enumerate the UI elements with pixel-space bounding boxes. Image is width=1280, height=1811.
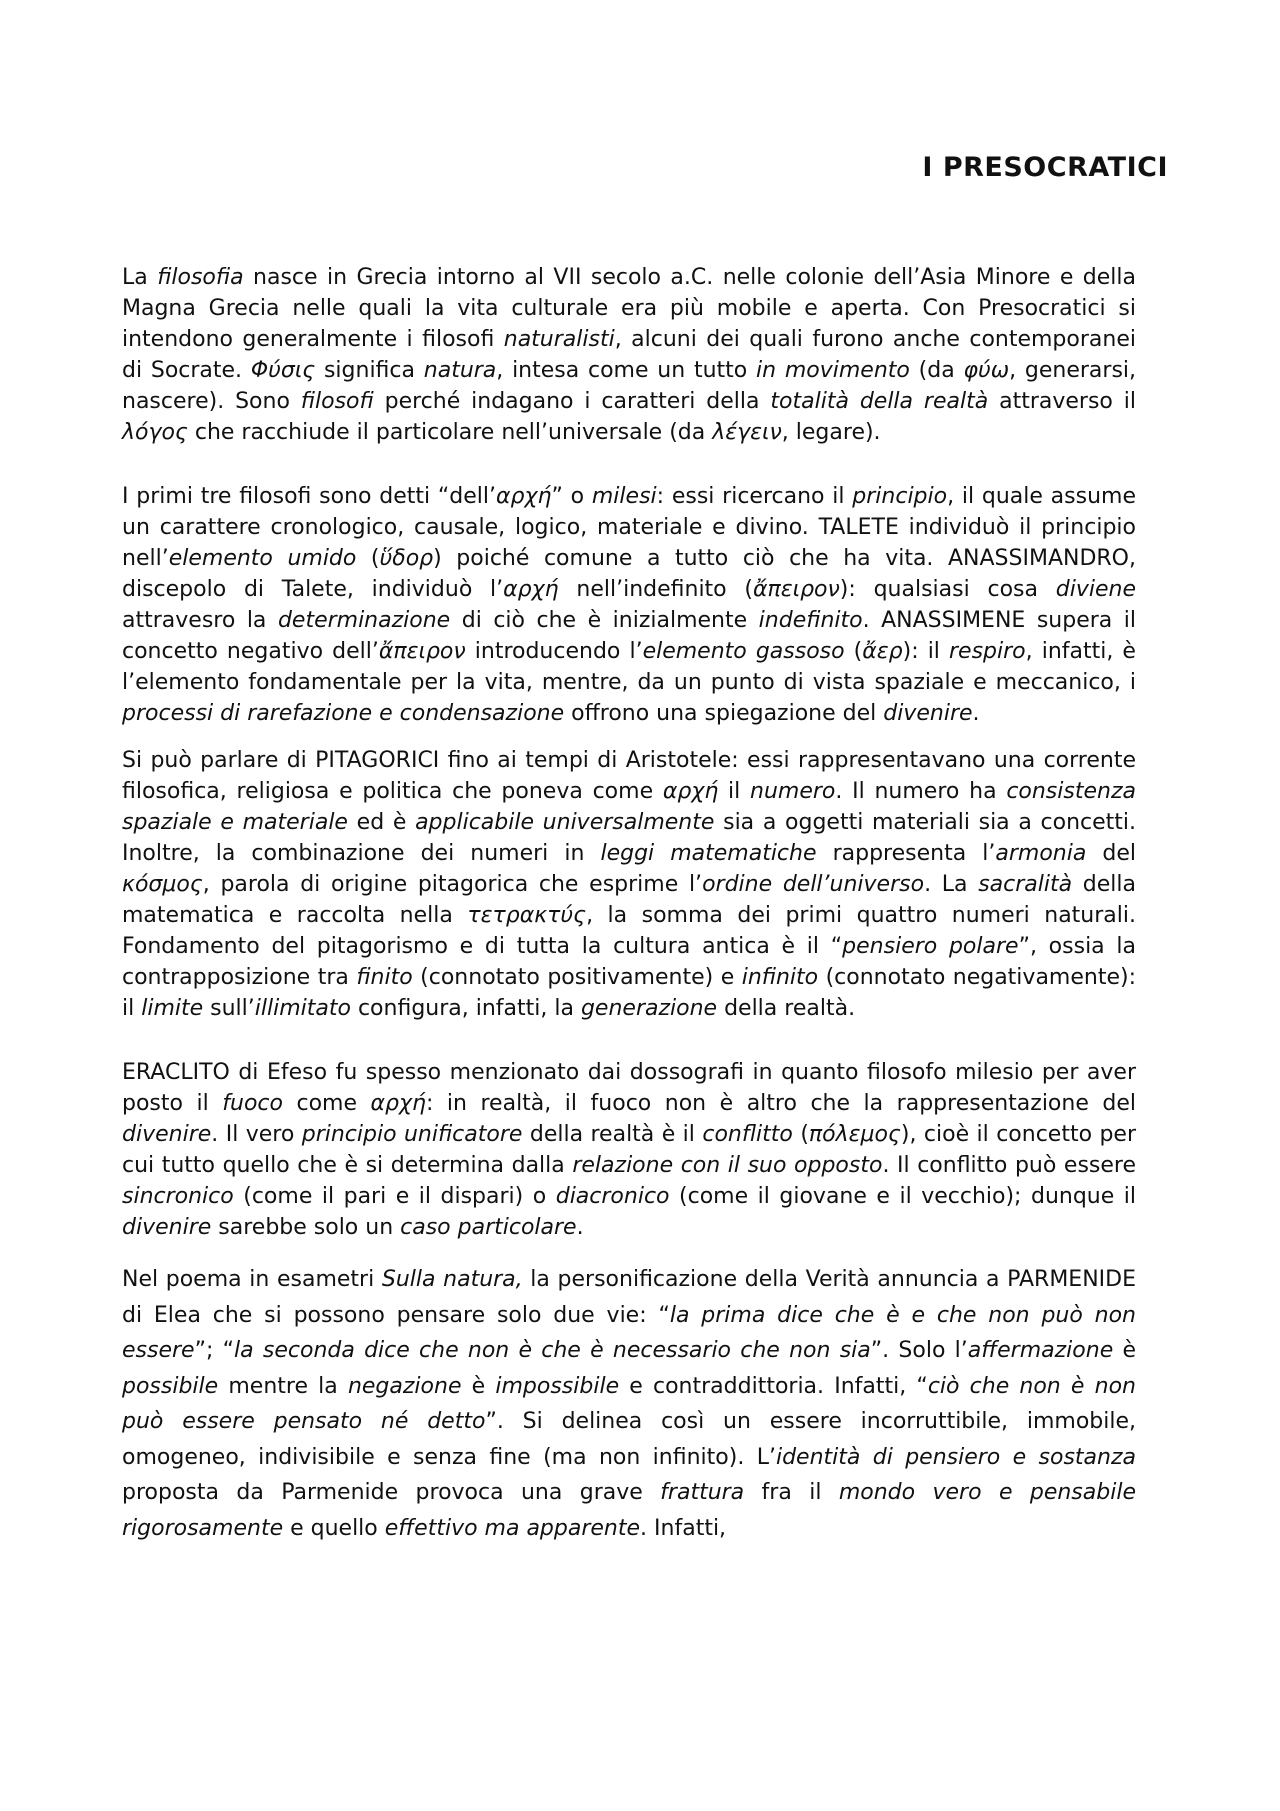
paragraph-text: ): qualsiasi cosa: [839, 577, 1056, 602]
paragraph-text: , legare).: [781, 420, 881, 445]
emphasis-text: frattura: [660, 1480, 745, 1505]
emphasis-text: identità di pensiero e sostanza: [775, 1444, 1137, 1470]
emphasis-text: numero: [750, 779, 836, 804]
paragraph-text: ”; “: [194, 1338, 235, 1363]
emphasis-text: milesi: [591, 484, 657, 509]
emphasis-text: divenire: [883, 701, 973, 726]
paragraph-text: . La: [924, 872, 979, 897]
paragraph-text: ”. Solo l’: [870, 1338, 968, 1363]
emphasis-text: negazione: [347, 1373, 462, 1399]
emphasis-text: τετρακτύς: [467, 903, 587, 928]
paragraph-text: attravesro la: [122, 608, 278, 633]
emphasis-text: relazione con il suo opposto: [572, 1153, 883, 1178]
paragraph-text: rappresenta l’: [816, 841, 996, 866]
paragraph-text: e contraddittoria. Infatti, “: [619, 1373, 928, 1399]
paragraph-text: ), cioè il concetto per cui tutto quello che è si determina dalla: [122, 1122, 1137, 1178]
emphasis-text: indefinito: [758, 608, 863, 633]
paragraph-text: attraverso il: [988, 389, 1136, 414]
paragraph-text: . Il vero: [211, 1122, 302, 1147]
paragraph-text: , generarsi, nascere). Sono: [122, 358, 1137, 414]
paragraph-text: (da: [909, 358, 964, 383]
paragraph-text: proposta da Parmenide provoca una grave: [122, 1480, 661, 1505]
paragraph-text: . Il conflitto può essere: [882, 1153, 1136, 1178]
paragraph-text: Si può parlare di PITAGORICI fino ai tempi di Aristotele: essi rappresentavano una corrente filosofica, religiosa e politica che poneva come: [122, 748, 1136, 804]
paragraph-text: ”. Si delinea così un essere incorruttibile, immobile, omogeneo, indivisibile e senza fine (ma non infinito). L’: [122, 1409, 1137, 1470]
emphasis-text: elemento gassoso: [642, 639, 845, 664]
paragraph-text: sull’: [203, 996, 255, 1021]
emphasis-text: Sulla natura,: [381, 1267, 523, 1292]
emphasis-text: determinazione: [277, 608, 451, 633]
paragraph-text: perché indagano i caratteri della: [373, 389, 771, 414]
emphasis-text: pensiero polare: [842, 934, 1019, 959]
emphasis-text: principio: [852, 484, 948, 509]
paragraph-text: Nel poema in esametri: [122, 1267, 382, 1292]
emphasis-text: respiro: [949, 639, 1026, 664]
emphasis-text: infinito: [741, 965, 819, 990]
emphasis-text: armonia: [995, 841, 1087, 866]
paragraph-text: ed è: [347, 810, 416, 835]
paragraph-pythagoreans: [122, 745, 1136, 1024]
paragraph-text: della realtà.: [717, 996, 856, 1021]
emphasis-text: la prima dice che è e che non può non essere: [122, 1302, 1136, 1363]
emphasis-text: λόγος: [122, 420, 188, 445]
paragraph-text: . Infatti,: [640, 1515, 727, 1541]
emphasis-text: principio unificatore: [301, 1122, 523, 1147]
paragraph-text: : essi ricercano il: [656, 484, 853, 509]
emphasis-text: finito: [356, 965, 413, 990]
document-body: [122, 262, 1136, 1546]
paragraph-text: (: [356, 546, 380, 571]
paragraph-text: .: [972, 701, 980, 726]
emphasis-text: impossibile: [495, 1373, 620, 1399]
emphasis-text: totalità della realtà: [770, 389, 989, 414]
emphasis-text: ὕδορ: [379, 546, 434, 571]
emphasis-text: κόσμος: [122, 872, 203, 897]
emphasis-text: applicabile universalmente: [415, 810, 715, 835]
emphasis-text: fuoco: [222, 1091, 283, 1116]
paragraph-text: , alcuni dei quali furono anche contemporanei di Socrate.: [122, 327, 1136, 383]
paragraph-text: . ANASSIMENE supera il concetto negativo dell’: [122, 608, 1137, 664]
paragraph-text: , il quale assume un carattere cronologico, causale, logico, materiale e divino. TALETE individuò il principio nell’: [122, 484, 1136, 571]
paragraph-text: ) poiché comune a tutto ciò che ha vita. ANASSIMANDRO, discepolo di Talete, individuò l’: [122, 546, 1136, 602]
paragraph-text: .: [576, 1215, 584, 1240]
emphasis-text: naturalisti: [503, 327, 615, 352]
paragraph-text: il: [718, 779, 751, 804]
paragraph-text: , parola di origine pitagorica che esprime l’: [202, 872, 703, 897]
emphasis-text: possibile: [122, 1373, 219, 1399]
paragraph-milesians: [122, 481, 1136, 729]
paragraph-text: sarebbe solo un: [211, 1215, 401, 1240]
emphasis-text: leggi matematiche: [600, 841, 817, 866]
paragraph-text: I primi tre filosofi sono detti “dell’: [122, 484, 497, 509]
paragraph-origins: [122, 262, 1136, 448]
paragraph-text: di ciò che è inizialmente: [450, 608, 759, 633]
emphasis-text: φύω: [963, 358, 1010, 383]
paragraph-text: (connotato positivamente) e: [412, 965, 742, 990]
emphasis-text: λέγειν: [712, 420, 782, 445]
paragraph-text: (come il giovane e il vecchio); dunque il: [669, 1184, 1137, 1209]
emphasis-text: πόλεμος: [808, 1122, 901, 1147]
emphasis-text: elemento umido: [168, 546, 357, 571]
paragraph-text: (: [792, 1122, 809, 1147]
paragraph-text: (come il pari e il dispari) o: [233, 1184, 556, 1209]
emphasis-text: filosofia: [157, 265, 244, 290]
paragraph-text: ): il: [902, 639, 949, 664]
paragraph-text: della realtà è il: [522, 1122, 703, 1147]
emphasis-text: αρχή: [503, 577, 559, 602]
emphasis-text: generazione: [580, 996, 718, 1021]
paragraph-text: , intesa come un tutto: [496, 358, 757, 383]
emphasis-text: ἄπειρον: [378, 639, 466, 664]
paragraph-heraclitus: [122, 1057, 1136, 1243]
emphasis-text: ἄπειρον: [753, 577, 840, 602]
paragraph-text: , la somma dei primi quattro numeri naturali. Fondamento del pitagorismo e di tutta la cultura antica è il “: [122, 903, 1136, 959]
emphasis-text: αρχή: [496, 484, 552, 509]
emphasis-text: αρχή: [662, 779, 719, 804]
emphasis-text: filosofi: [300, 389, 374, 414]
paragraph-text: (: [844, 639, 863, 664]
emphasis-text: conflitto: [702, 1122, 793, 1147]
paragraph-text: : in realtà, il fuoco non è altro che la rappresentazione del: [425, 1091, 1137, 1116]
emphasis-text: sincronico: [122, 1184, 234, 1209]
paragraph-text: nell’indefinito (: [558, 577, 753, 602]
emphasis-text: in movimento: [756, 358, 910, 383]
paragraph-text: è: [461, 1373, 496, 1399]
emphasis-text: effettivo ma apparente: [384, 1515, 641, 1541]
paragraph-text: , infatti, è l’elemento fondamentale per la vita, mentre, da un punto di vista spaziale e meccanico, i: [122, 639, 1136, 695]
paragraph-text: introducendo l’: [465, 639, 643, 664]
paragraph-text: ” o: [551, 484, 592, 509]
paragraph-text: La: [122, 265, 158, 290]
paragraph-text: fra il: [744, 1480, 839, 1505]
emphasis-text: consistenza spaziale e materiale: [122, 779, 1136, 835]
paragraph-text: sia a oggetti materiali sia a concetti. Inoltre, la combinazione dei numeri in: [122, 810, 1137, 866]
emphasis-text: natura: [423, 358, 497, 383]
paragraph-text: del: [1086, 841, 1137, 866]
emphasis-text: processi di rarefazione e condensazione: [122, 701, 565, 726]
emphasis-text: sacralità: [978, 872, 1073, 897]
emphasis-text: affermazione: [967, 1338, 1114, 1363]
paragraph-text: la personificazione della Verità annuncia a PARMENIDE di Elea che si possono pensare solo due vie: “: [122, 1267, 1136, 1328]
paragraph-parmenides: [122, 1262, 1136, 1546]
page-title: I PRESOCRATICI: [922, 152, 1168, 183]
paragraph-text: mentre la: [218, 1373, 348, 1399]
emphasis-text: diviene: [1055, 577, 1136, 602]
paragraph-text: significa: [315, 358, 424, 383]
emphasis-text: limite: [141, 996, 204, 1021]
paragraph-text: configura, infatti, la: [350, 996, 581, 1021]
emphasis-text: ἄερ: [862, 639, 903, 664]
emphasis-text: αρχή: [370, 1091, 426, 1116]
paragraph-text: ERACLITO di Efeso fu spesso menzionato dai dossografi in quanto filosofo milesio per aver posto il: [122, 1060, 1136, 1116]
paragraph-text: nasce in Grecia intorno al VII secolo a.C. nelle colonie dell’Asia Minore e della Magna Grecia nelle quali la vita culturale era più mobile e aperta. Con Presocratici si intendono generalmente i filosofi: [122, 265, 1136, 352]
emphasis-text: ciò che non è non può essere pensato né detto: [122, 1373, 1136, 1434]
emphasis-text: Φύσις: [250, 358, 316, 383]
paragraph-text: come: [282, 1091, 371, 1116]
emphasis-text: divenire: [122, 1122, 212, 1147]
paragraph-text: che racchiude il particolare nell’universale (da: [187, 420, 713, 445]
paragraph-text: (connotato negativamente): il: [122, 965, 1136, 1021]
emphasis-text: la seconda dice che non è che è necessario che non sia: [234, 1338, 871, 1363]
paragraph-text: . Il numero ha: [835, 779, 1007, 804]
emphasis-text: caso particolare: [400, 1215, 577, 1240]
paragraph-text: offrono una spiegazione del: [564, 701, 884, 726]
paragraph-text: è: [1113, 1338, 1137, 1363]
paragraph-text: e quello: [283, 1515, 385, 1541]
paragraph-text: ”, ossia la contrapposizione tra: [122, 934, 1136, 990]
paragraph-text: della matematica e raccolta nella: [122, 872, 1137, 928]
emphasis-text: divenire: [122, 1215, 212, 1240]
emphasis-text: illimitato: [254, 996, 351, 1021]
emphasis-text: mondo vero e pensabile rigorosamente: [122, 1480, 1136, 1541]
emphasis-text: ordine dell’universo: [702, 872, 925, 897]
emphasis-text: diacronico: [555, 1184, 670, 1209]
